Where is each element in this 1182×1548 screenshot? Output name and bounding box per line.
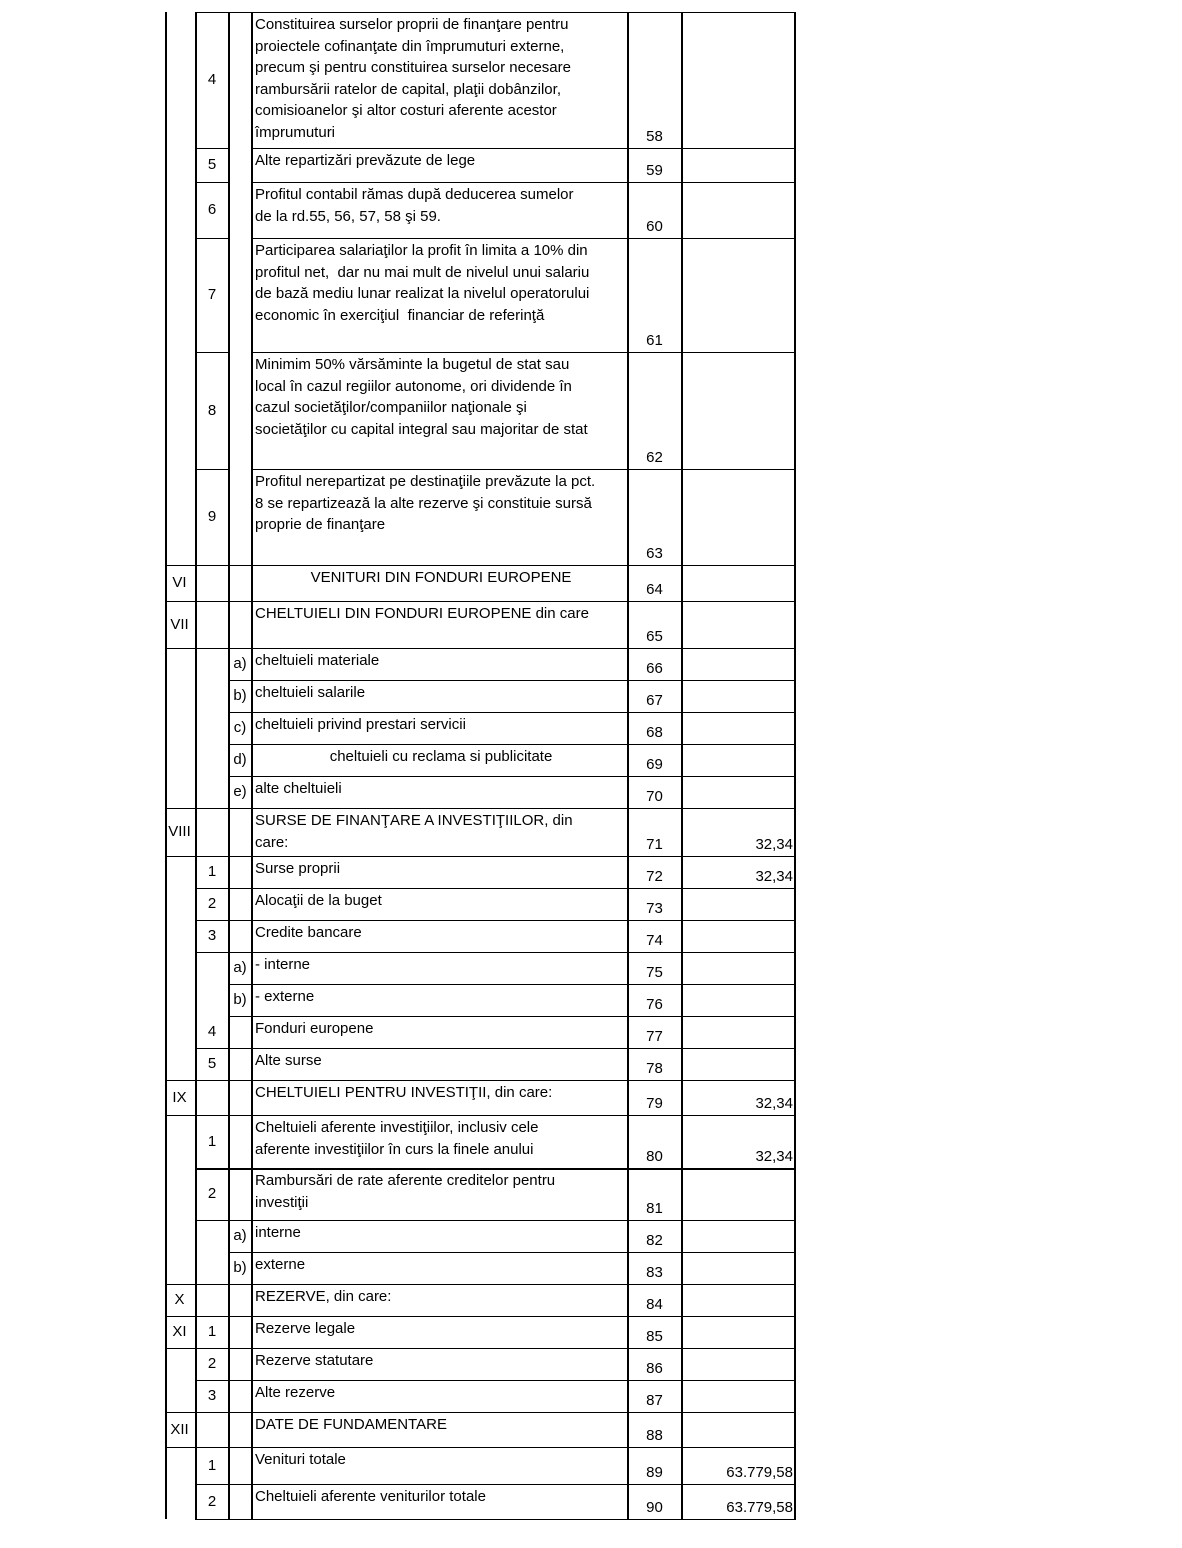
row-number: 60 bbox=[646, 218, 663, 235]
row-number: 73 bbox=[646, 900, 663, 917]
row-description: - interne bbox=[255, 956, 311, 973]
row-number: 87 bbox=[646, 1392, 663, 1409]
roman-numeral: XII bbox=[170, 1420, 189, 1438]
row-divider bbox=[195, 148, 228, 149]
row-divider bbox=[165, 1348, 796, 1349]
row-description: Rambursări de rate aferente creditelor pentru investiţii bbox=[255, 1172, 556, 1211]
row-description: Minimim 50% vărsăminte la bugetul de stat sau local în cazul regiilor autonome, ori dividende în cazul societăţilor/companiilor naţionale şi societăţilor cu capital integral sau majoritar de stat bbox=[255, 356, 588, 438]
row-number: 90 bbox=[646, 1499, 663, 1516]
row-description: SURSE DE FINANŢARE A INVESTIŢIILOR, din care: bbox=[255, 812, 573, 851]
row-divider bbox=[228, 1252, 796, 1253]
row-divider bbox=[228, 680, 796, 681]
row-description: Alte rezerve bbox=[255, 1384, 336, 1401]
row-number: 75 bbox=[646, 964, 663, 981]
item-number: 3 bbox=[207, 927, 217, 945]
row-value: 32,34 bbox=[755, 836, 793, 853]
row-number: 62 bbox=[646, 449, 663, 466]
row-description: VENITURI DIN FONDURI EUROPENE bbox=[310, 569, 572, 586]
row-description: Alocaţii de la buget bbox=[255, 892, 382, 909]
row-number: 70 bbox=[646, 788, 663, 805]
roman-numeral: VII bbox=[170, 615, 189, 633]
row-divider bbox=[251, 182, 796, 183]
item-number: 1 bbox=[207, 1323, 217, 1341]
item-number: 8 bbox=[207, 401, 217, 419]
row-number: 66 bbox=[646, 660, 663, 677]
row-number: 85 bbox=[646, 1328, 663, 1345]
row-number: 61 bbox=[646, 332, 663, 349]
row-description: CHELTUIELI DIN FONDURI EUROPENE din care bbox=[255, 605, 589, 622]
row-divider bbox=[165, 856, 796, 857]
item-number: 9 bbox=[207, 508, 217, 526]
row-number: 89 bbox=[646, 1464, 663, 1481]
row-number: 82 bbox=[646, 1232, 663, 1249]
row-divider bbox=[165, 1284, 796, 1285]
row-description: alte cheltuieli bbox=[255, 780, 342, 797]
row-divider bbox=[165, 648, 796, 649]
row-divider bbox=[195, 238, 228, 239]
row-description: Participarea salariaţilor la profit în limita a 10% din profitul net, dar nu mai mult de nivelul unui salariu de bază mediu lunar realizat la nivelul operatorului economic în exerciţiul financiar de referinţă bbox=[255, 242, 590, 324]
row-description: externe bbox=[255, 1256, 306, 1273]
row-divider bbox=[195, 920, 796, 921]
row-number: 76 bbox=[646, 996, 663, 1013]
row-divider bbox=[251, 469, 796, 470]
row-divider bbox=[251, 238, 796, 239]
item-number: 1 bbox=[207, 1456, 217, 1474]
row-divider bbox=[165, 1447, 796, 1448]
row-number: 64 bbox=[646, 581, 663, 598]
sub-item-letter: a) bbox=[233, 655, 247, 673]
row-number: 67 bbox=[646, 692, 663, 709]
sub-item-letter: b) bbox=[233, 991, 247, 1009]
row-divider bbox=[195, 12, 796, 13]
row-number: 65 bbox=[646, 628, 663, 645]
row-divider bbox=[251, 148, 796, 149]
row-description: cheltuieli materiale bbox=[255, 652, 380, 669]
row-description: Credite bancare bbox=[255, 924, 362, 941]
row-description: Alte repartizări prevăzute de lege bbox=[255, 152, 476, 169]
row-divider bbox=[228, 712, 796, 713]
row-value: 32,34 bbox=[755, 868, 793, 885]
row-number: 88 bbox=[646, 1427, 663, 1444]
roman-numeral: VIII bbox=[168, 823, 191, 841]
item-number: 1 bbox=[207, 1132, 217, 1150]
sub-item-letter: b) bbox=[233, 1259, 247, 1277]
sub-item-letter: e) bbox=[233, 783, 247, 801]
row-value: 63.779,58 bbox=[726, 1464, 793, 1481]
row-divider bbox=[165, 1115, 796, 1116]
sub-item-letter: d) bbox=[233, 751, 247, 769]
row-description: Profitul contabil rămas după deducerea sumelor de la rd.55, 56, 57, 58 şi 59. bbox=[255, 186, 574, 225]
item-number: 2 bbox=[207, 1185, 217, 1203]
row-description: cheltuieli cu reclama si publicitate bbox=[329, 748, 553, 765]
row-number: 59 bbox=[646, 162, 663, 179]
item-number: 5 bbox=[207, 1055, 217, 1073]
row-number: 68 bbox=[646, 724, 663, 741]
row-number: 74 bbox=[646, 932, 663, 949]
row-value: 63.779,58 bbox=[726, 1499, 793, 1516]
row-divider bbox=[195, 952, 796, 953]
row-description: REZERVE, din care: bbox=[255, 1288, 392, 1305]
row-number: 86 bbox=[646, 1360, 663, 1377]
item-number: 2 bbox=[207, 1492, 217, 1510]
row-description: Rezerve legale bbox=[255, 1320, 356, 1337]
row-description: Profitul nerepartizat pe destinaţiile prevăzute la pct. 8 se repartizează la alte rezerve şi constituie sursă proprie de finanţare bbox=[255, 473, 596, 533]
roman-numeral: VI bbox=[172, 574, 187, 592]
row-description: Constituirea surselor proprii de finanţare pentru proiectele cofinanţate din împrumuturi externe, precum şi pentru constituirea surselor necesare rambursării ratelor de capital, plaţii dobânzilor, comisioanelor şi altor costuri aferente acestor împrumuturi bbox=[255, 16, 571, 141]
row-description: Cheltuieli aferente investiţiilor, inclusiv cele aferente investiţiilor în curs la finele anului bbox=[255, 1119, 539, 1158]
item-number: 6 bbox=[207, 201, 217, 219]
row-description: Cheltuieli aferente veniturilor totale bbox=[255, 1488, 486, 1505]
row-number: 80 bbox=[646, 1148, 663, 1165]
row-divider bbox=[228, 984, 796, 985]
row-divider bbox=[195, 352, 228, 353]
row-number: 77 bbox=[646, 1028, 663, 1045]
row-divider bbox=[195, 888, 796, 889]
row-number: 63 bbox=[646, 545, 663, 562]
row-divider bbox=[165, 565, 796, 566]
row-divider bbox=[165, 1080, 796, 1081]
item-number: 3 bbox=[207, 1387, 217, 1405]
item-number: 5 bbox=[207, 156, 217, 174]
row-divider bbox=[228, 776, 796, 777]
row-number: 84 bbox=[646, 1296, 663, 1313]
row-divider bbox=[165, 1412, 796, 1413]
row-number: 71 bbox=[646, 836, 663, 853]
row-divider bbox=[195, 1220, 796, 1221]
row-divider bbox=[251, 352, 796, 353]
item-number: 4 bbox=[207, 1023, 217, 1041]
row-divider bbox=[195, 1380, 796, 1381]
row-divider bbox=[195, 469, 228, 470]
row-description: cheltuieli salarile bbox=[255, 684, 366, 701]
roman-numeral: IX bbox=[172, 1088, 187, 1106]
roman-numeral: X bbox=[174, 1291, 185, 1309]
sub-item-letter: a) bbox=[233, 959, 247, 977]
row-number: 72 bbox=[646, 868, 663, 885]
row-description: Surse proprii bbox=[255, 860, 341, 877]
row-description: Venituri totale bbox=[255, 1451, 346, 1468]
row-divider bbox=[228, 1016, 796, 1017]
row-description: cheltuieli privind prestari servicii bbox=[255, 716, 466, 733]
row-divider bbox=[165, 1316, 796, 1317]
row-number: 83 bbox=[646, 1264, 663, 1281]
row-number: 78 bbox=[646, 1060, 663, 1077]
row-description: Fonduri europene bbox=[255, 1020, 374, 1037]
item-number: 2 bbox=[207, 1355, 217, 1373]
row-divider bbox=[195, 1048, 796, 1049]
row-number: 81 bbox=[646, 1200, 663, 1217]
item-number: 1 bbox=[207, 863, 217, 881]
sub-item-letter: a) bbox=[233, 1227, 247, 1245]
item-number: 7 bbox=[207, 286, 217, 304]
row-divider bbox=[195, 182, 228, 183]
sub-item-letter: b) bbox=[233, 687, 247, 705]
row-value: 32,34 bbox=[755, 1148, 793, 1165]
row-description: CHELTUIELI PENTRU INVESTIŢII, din care: bbox=[255, 1084, 553, 1101]
row-divider bbox=[165, 601, 796, 602]
row-divider bbox=[195, 1519, 796, 1520]
row-number: 69 bbox=[646, 756, 663, 773]
row-number: 79 bbox=[646, 1095, 663, 1112]
row-divider bbox=[228, 744, 796, 745]
row-divider bbox=[165, 808, 796, 809]
sub-item-letter: c) bbox=[233, 719, 247, 737]
row-description: Rezerve statutare bbox=[255, 1352, 374, 1369]
row-divider bbox=[195, 1484, 796, 1485]
row-number: 58 bbox=[646, 128, 663, 145]
row-description: DATE DE FUNDAMENTARE bbox=[255, 1416, 447, 1433]
item-number: 2 bbox=[207, 895, 217, 913]
row-description: - externe bbox=[255, 988, 315, 1005]
row-description: Alte surse bbox=[255, 1052, 322, 1069]
item-number: 4 bbox=[207, 71, 217, 89]
row-value: 32,34 bbox=[755, 1095, 793, 1112]
row-description: interne bbox=[255, 1224, 301, 1241]
roman-numeral: XI bbox=[172, 1323, 187, 1341]
